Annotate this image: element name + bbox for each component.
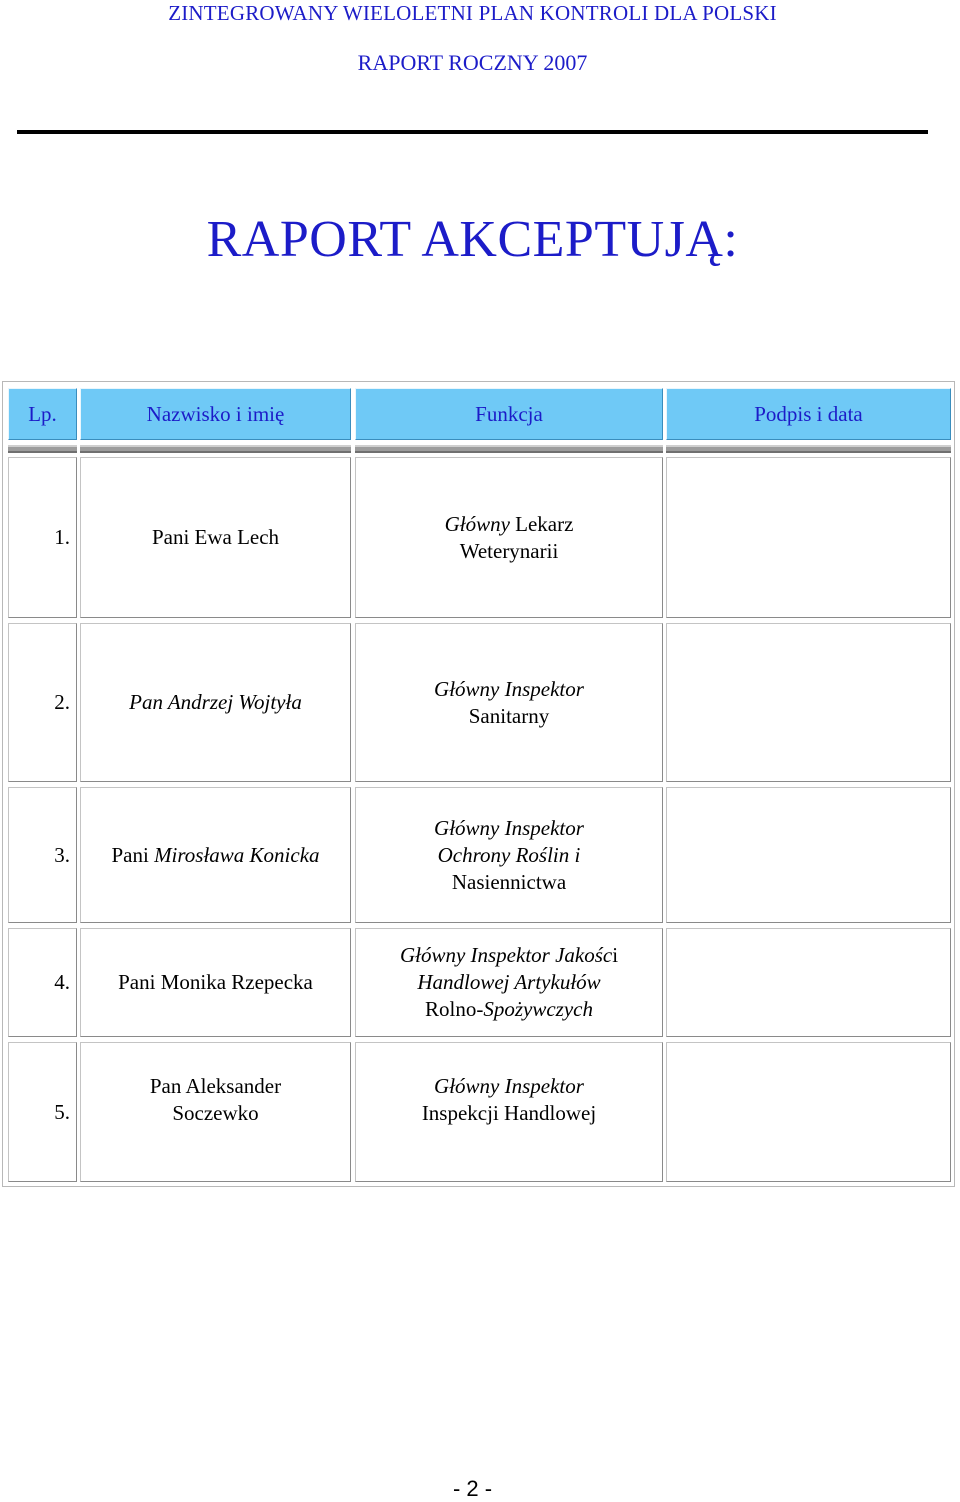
report-header-line2: RAPORT ROCZNY 2007 [357, 50, 588, 75]
function-text: Główny Inspektor [434, 676, 584, 701]
function-text: Główny Inspektor Jakośc [399, 943, 613, 967]
row-function [355, 928, 663, 1037]
function-text: Główny [444, 511, 510, 536]
page-number: - 2 - [452, 1476, 493, 1501]
function-text: Handlowej Artykułów [417, 970, 601, 994]
signature-cell [666, 623, 951, 782]
function-text: Spożywczych [483, 997, 593, 1021]
function-text: Nasiennictwa [451, 869, 567, 894]
row-function [355, 457, 663, 618]
row-name: Pan Andrzej Wojtyła [80, 623, 351, 782]
row-name: Pani Ewa Lech [80, 457, 351, 618]
function-text: Główny Inspektor [434, 815, 584, 840]
function-text: Główny Inspektor [434, 1074, 584, 1098]
separator-cell [80, 445, 351, 453]
signature-cell [666, 1042, 951, 1182]
separator-cell [8, 445, 77, 453]
row-function [355, 787, 663, 923]
column-header-signature: Podpis i data [666, 388, 951, 440]
header-divider [17, 130, 928, 134]
signature-cell [666, 457, 951, 618]
row-number: 3. [8, 787, 77, 923]
separator-cell [666, 445, 951, 453]
function-text: i [612, 943, 619, 967]
function-text: Lekarz [509, 511, 574, 536]
row-number: 2. [8, 623, 77, 782]
row-number: 4. [8, 928, 77, 1037]
name-text: Soczewko [172, 1101, 259, 1125]
page-title: RAPORT AKCEPTUJĄ: [206, 211, 739, 268]
name-text: Pan Aleksander [149, 1074, 282, 1098]
function-text: Ochrony Roślin i [437, 842, 581, 867]
row-function [355, 1042, 663, 1182]
signature-cell [666, 928, 951, 1037]
column-header-name: Nazwisko i imię [80, 388, 351, 440]
function-text: Weterynarii [459, 538, 559, 563]
approval-table [2, 381, 955, 1187]
signature-cell [666, 787, 951, 923]
row-number: 5. [8, 1042, 77, 1182]
name-text: Pani [111, 842, 155, 867]
row-name [80, 1042, 351, 1182]
function-text: Inspekcji Handlowej [421, 1101, 597, 1125]
row-function [355, 623, 663, 782]
row-name: Pani Monika Rzepecka [80, 928, 351, 1037]
report-header-line1: ZINTEGROWANY WIELOLETNI PLAN KONTROLI DLA POLSKI [168, 1, 777, 25]
column-header-lp: Lp. [8, 388, 77, 440]
row-number: 1. [8, 457, 77, 618]
row-name [80, 787, 351, 923]
separator-cell [355, 445, 663, 453]
function-text: Sanitarny [468, 703, 550, 728]
function-text: Rolno- [425, 997, 484, 1021]
name-text: Mirosława Konicka [154, 842, 320, 867]
column-header-function: Funkcja [355, 388, 663, 440]
